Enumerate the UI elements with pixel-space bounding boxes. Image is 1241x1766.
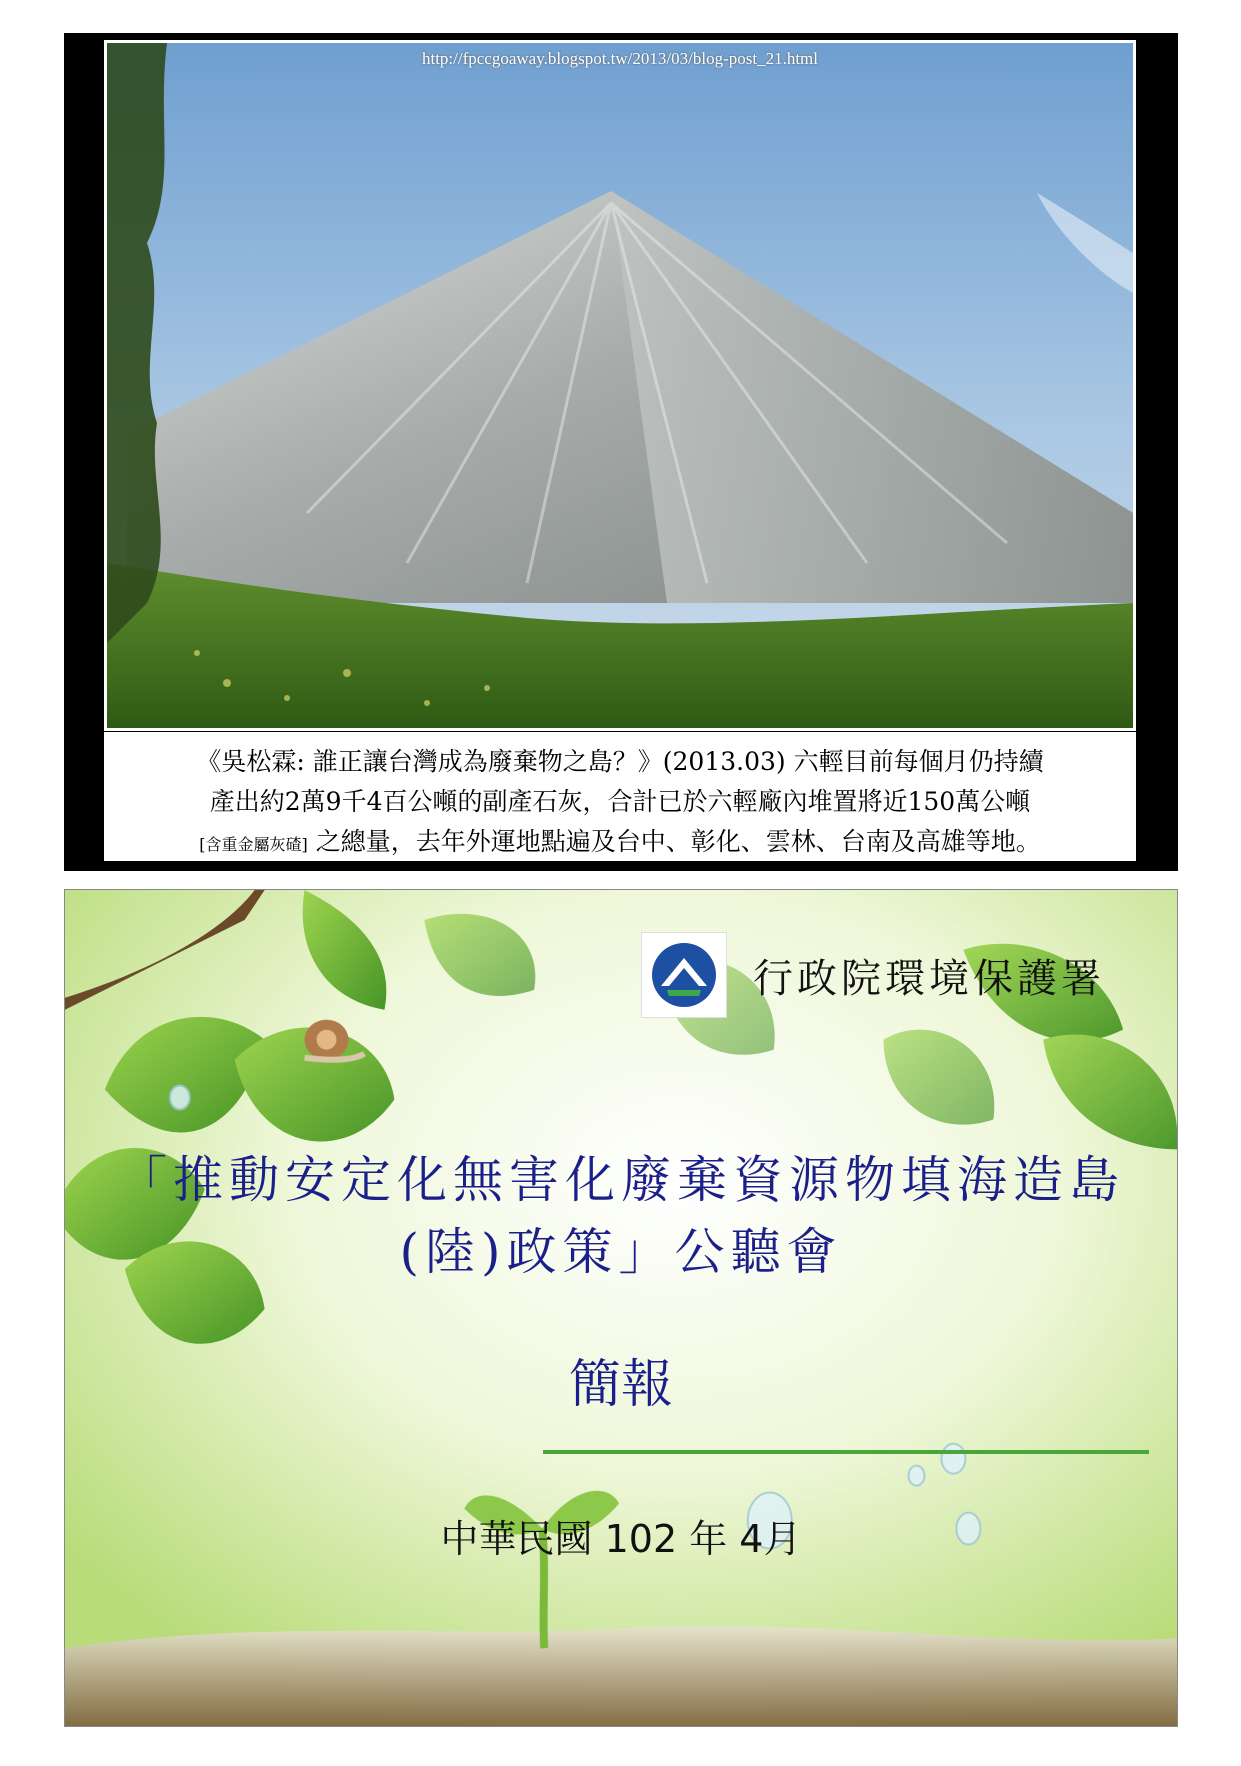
hearing-title-line-1: 「推動安定化無害化廢棄資源物填海造島 — [117, 1151, 1125, 1209]
caption-note: [含重金屬灰碴] — [199, 835, 308, 854]
hearing-title-line-2: (陸)政策」公聽會 — [399, 1223, 843, 1281]
slide-1 — [64, 33, 1178, 871]
subtitle-briefing: 簡報 — [568, 1355, 673, 1415]
agency-name: 行政院環境保護署 — [753, 955, 1105, 1002]
photo-source-url: http://fpccgoaway.blogspot.tw/2013/03/blog-post_21.html — [421, 49, 818, 68]
soil — [65, 1626, 1177, 1726]
caption-line-3-text: 之總量，去年外運地點遍及台中、彰化、雲林、台南及高雄等地。 — [307, 827, 1041, 856]
caption-line-2: 產出約2萬9千4百公噸的副產石灰，合計已於六輕廠內堆置將近150萬公噸 — [209, 787, 1031, 816]
agency-header — [641, 932, 1105, 1018]
caption-line-3 — [104, 822, 1136, 858]
epa-logo — [641, 932, 727, 1018]
presentation-date: 中華民國 102 年 4月 — [440, 1517, 802, 1561]
slide-2-title — [64, 889, 1178, 1727]
epa-logo-icon — [649, 940, 719, 1010]
title-divider — [543, 1450, 1149, 1454]
photo-illustration — [107, 43, 1133, 728]
caption-line-1: 《吳松霖: 誰正讓台灣成為廢棄物之島？》(2013.03) 六輕目前每個月仍持續 — [196, 747, 1044, 776]
slag-mountain-photo — [104, 40, 1136, 731]
photo-caption — [104, 732, 1136, 861]
